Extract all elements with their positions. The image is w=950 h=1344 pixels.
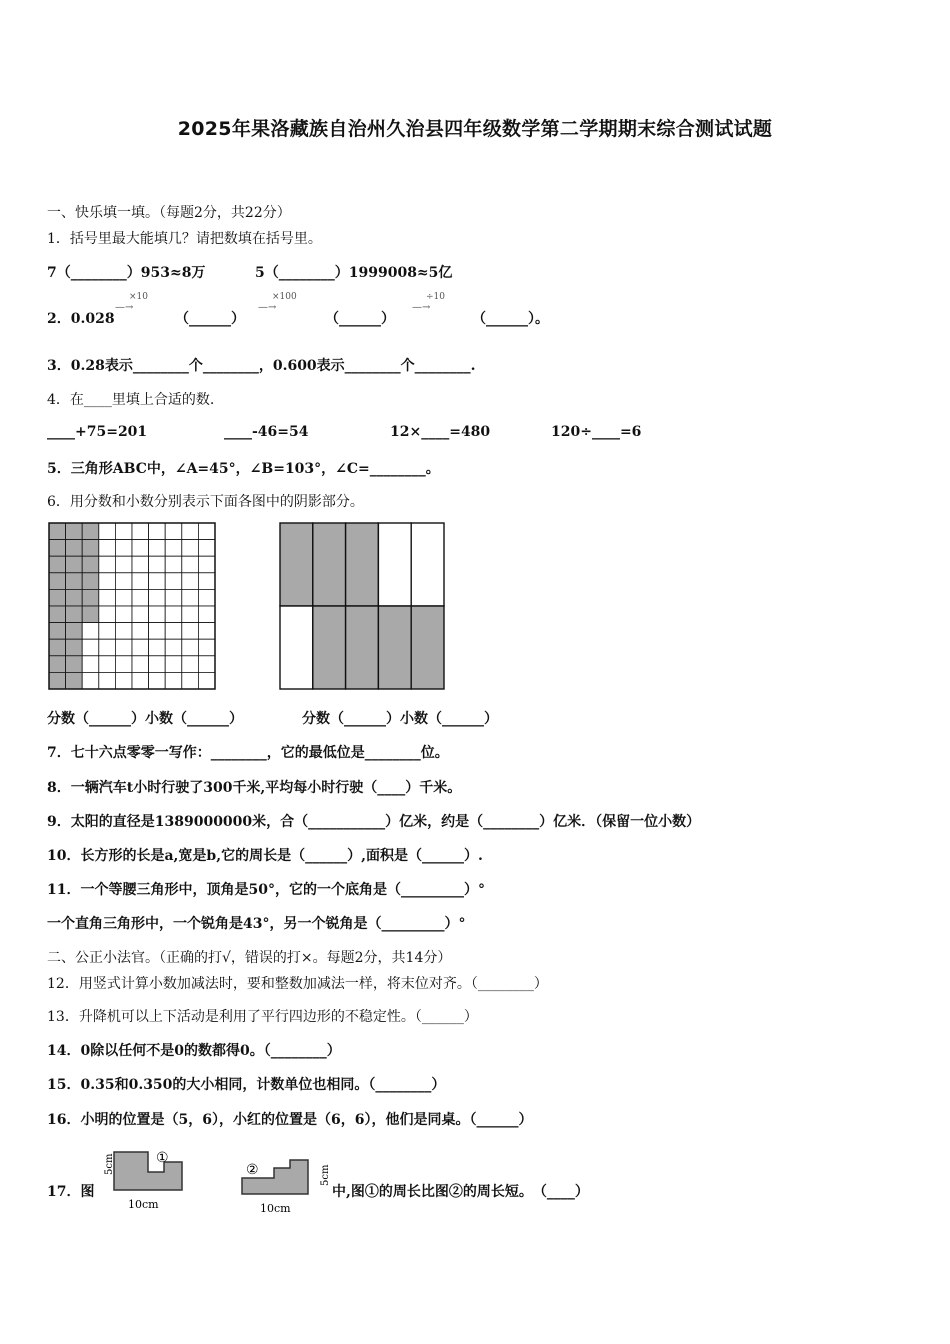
answer-blank[interactable]: （______） [175,311,245,327]
grid-cell-shaded [82,556,99,573]
strip-part-shaded [313,606,346,689]
question-4: 4．在____里填上合适的数. [47,392,215,408]
grid-cell [115,523,132,540]
grid-cell [82,623,99,640]
question-6-answers-right: 分数（______）小数（______） [302,711,498,727]
question-15: 15．0.35和0.350的大小相同，计数单位也相同。（________） [47,1077,446,1093]
l-shape-figure-1 [98,1148,190,1214]
grid-cell [149,556,166,573]
grid-cell-shaded [66,656,83,673]
grid-cell [198,573,215,590]
grid-cell [198,639,215,656]
grid-cell [115,540,132,557]
grid-cell [182,523,199,540]
arrow-icon: — ÷10 → [412,292,445,313]
grid-cell [165,573,182,590]
question-1: 1．括号里最大能填几？请把数填在括号里。 [47,231,322,247]
question-11a: 11．一个等腰三角形中，顶角是50°，它的一个底角是（_________）° [47,882,485,898]
grid-cell [149,540,166,557]
strip-part [411,523,444,606]
page-title: 2025年果洛藏族自治州久治县四年级数学第二学期期末综合测试试题 [177,118,773,140]
grid-cell [99,540,116,557]
grid-cell-shaded [49,589,66,606]
strip-part-shaded [411,606,444,689]
tenths-strip-figure [279,522,446,690]
grid-cell [149,656,166,673]
strip-part-shaded [346,523,379,606]
grid-cell-shaded [49,606,66,623]
grid-cell-shaded [49,556,66,573]
grid-cell-shaded [66,556,83,573]
grid-cell [115,656,132,673]
grid-cell [165,589,182,606]
question-12: 12．用竖式计算小数加减法时，要和整数加减法一样，将末位对齐。（________） [47,976,548,992]
grid-cell [99,556,116,573]
grid-cell [198,589,215,606]
strip-part [280,606,313,689]
grid-cell-shaded [66,540,83,557]
grid-cell [132,573,149,590]
width-label: 10cm [260,1202,291,1215]
arrow-icon: — ×100 → [258,292,297,313]
figure-2-label: ② [246,1162,259,1178]
grid-cell [149,639,166,656]
grid-cell [115,606,132,623]
grid-cell [149,623,166,640]
grid-cell [165,540,182,557]
section-heading-2: 二、公正小法官。（正确的打√，错误的打×。每题2分，共14分） [47,950,452,966]
grid-cell [132,589,149,606]
grid-cell [99,573,116,590]
grid-cell [165,672,182,689]
grid-cell [115,556,132,573]
grid-cell [115,573,132,590]
grid-cell [182,672,199,689]
grid-cell-shaded [82,573,99,590]
grid-cell [99,589,116,606]
grid-cell-shaded [66,639,83,656]
question-1a: 7（________）953≈8万 [47,265,206,281]
grid-cell [132,623,149,640]
grid-cell [182,639,199,656]
question-4d: 120÷____=6 [551,424,642,440]
grid-cell [182,556,199,573]
grid-cell [182,589,199,606]
hundred-grid-figure [48,522,216,690]
question-16: 16．小明的位置是（5，6），小红的位置是（6，6），他们是同桌。（______） [47,1112,533,1128]
question-4c: 12×____=480 [390,424,491,440]
grid-cell [198,523,215,540]
figure-1-label: ① [156,1150,169,1166]
question-6-answers-left: 分数（______）小数（______） [47,711,243,727]
grid-cell [82,672,99,689]
grid-cell [132,639,149,656]
grid-cell [182,573,199,590]
grid-cell [182,540,199,557]
grid-cell [182,623,199,640]
question-7: 7．七十六点零零一写作：________，它的最低位是________位。 [47,745,449,761]
grid-cell-shaded [82,523,99,540]
grid-cell-shaded [49,672,66,689]
grid-cell [165,523,182,540]
grid-cell [99,606,116,623]
grid-cell [182,606,199,623]
grid-cell [115,639,132,656]
grid-cell-shaded [82,589,99,606]
grid-cell [198,540,215,557]
grid-cell [198,656,215,673]
question-11b: 一个直角三角形中，一个锐角是43°，另一个锐角是（_________）° [47,916,466,932]
grid-cell [182,656,199,673]
grid-cell [149,573,166,590]
question-8: 8．一辆汽车t小时行驶了300千米,平均每小时行驶（____）千米。 [47,780,462,796]
question-1b: 5（________）1999008≈5亿 [255,265,453,281]
question-13: 13．升降机可以上下活动是利用了平行四边形的不稳定性。（______） [47,1009,478,1025]
grid-cell [165,656,182,673]
question-17-start: 17．图 [47,1184,95,1200]
grid-cell [99,672,116,689]
grid-cell-shaded [66,623,83,640]
strip-part-shaded [280,523,313,606]
question-9: 9．太阳的直径是1389000000米，合（___________）亿米，约是（________）亿米．（保留一位小数） [47,814,701,830]
grid-cell [82,656,99,673]
grid-cell-shaded [66,523,83,540]
grid-cell [165,606,182,623]
grid-cell [198,606,215,623]
grid-cell-shaded [49,639,66,656]
question-4a: ____+75=201 [47,424,148,440]
grid-cell-shaded [49,523,66,540]
height-label: 5cm [320,1164,331,1186]
question-10: 10．长方形的长是a,宽是b,它的周长是（______）,面积是（______）. [47,848,483,864]
section-heading-1: 一、快乐填一填。（每题2分，共22分） [47,205,291,221]
grid-cell [198,556,215,573]
strip-part-shaded [378,606,411,689]
grid-cell [132,672,149,689]
grid-cell [165,556,182,573]
strip-part-shaded [346,606,379,689]
grid-cell [132,523,149,540]
grid-cell [149,523,166,540]
grid-cell [99,639,116,656]
width-label: 10cm [128,1198,159,1211]
grid-cell [132,656,149,673]
grid-cell [149,589,166,606]
arrow-label-3: ÷10 [426,292,445,302]
grid-cell [115,623,132,640]
grid-cell-shaded [82,606,99,623]
grid-cell [115,589,132,606]
grid-cell [99,623,116,640]
arrow-label-2: ×100 [272,292,297,302]
grid-cell [99,523,116,540]
arrow-icon: — ×10 → [115,292,148,313]
arrow-label-1: ×10 [129,292,148,302]
grid-cell [132,540,149,557]
grid-cell [132,606,149,623]
grid-cell [149,606,166,623]
question-17-end: 中,图①的周长比图②的周长短。 （____） [332,1184,589,1200]
strip-part [378,523,411,606]
grid-cell-shaded [82,540,99,557]
l-shape-figure-2 [232,1148,331,1216]
grid-cell-shaded [66,606,83,623]
grid-cell [149,672,166,689]
grid-cell [132,556,149,573]
question-3: 3．0.28表示________个________，0.600表示________个________. [47,358,476,374]
height-label: 5cm [104,1153,115,1175]
grid-cell [198,623,215,640]
grid-cell-shaded [49,656,66,673]
grid-cell-shaded [66,589,83,606]
grid-cell-shaded [49,540,66,557]
grid-cell-shaded [66,573,83,590]
grid-cell [82,639,99,656]
grid-cell [165,639,182,656]
grid-cell [198,672,215,689]
question-2-start: 2．0.028 [47,311,115,327]
grid-cell-shaded [66,672,83,689]
grid-cell-shaded [49,623,66,640]
grid-cell [99,656,116,673]
answer-blank-last[interactable]: （______）。 [472,311,549,327]
strip-part-shaded [313,523,346,606]
question-4b: ____-46=54 [224,424,309,440]
grid-cell [115,672,132,689]
question-14: 14．0除以任何不是0的数都得0。（________） [47,1043,341,1059]
grid-cell-shaded [49,573,66,590]
answer-blank[interactable]: （______） [325,311,395,327]
grid-cell [165,623,182,640]
question-5: 5．三角形ABC中，∠A=45°，∠B=103°，∠C=________。 [47,461,440,477]
question-6: 6．用分数和小数分别表示下面各图中的阴影部分。 [47,494,364,510]
